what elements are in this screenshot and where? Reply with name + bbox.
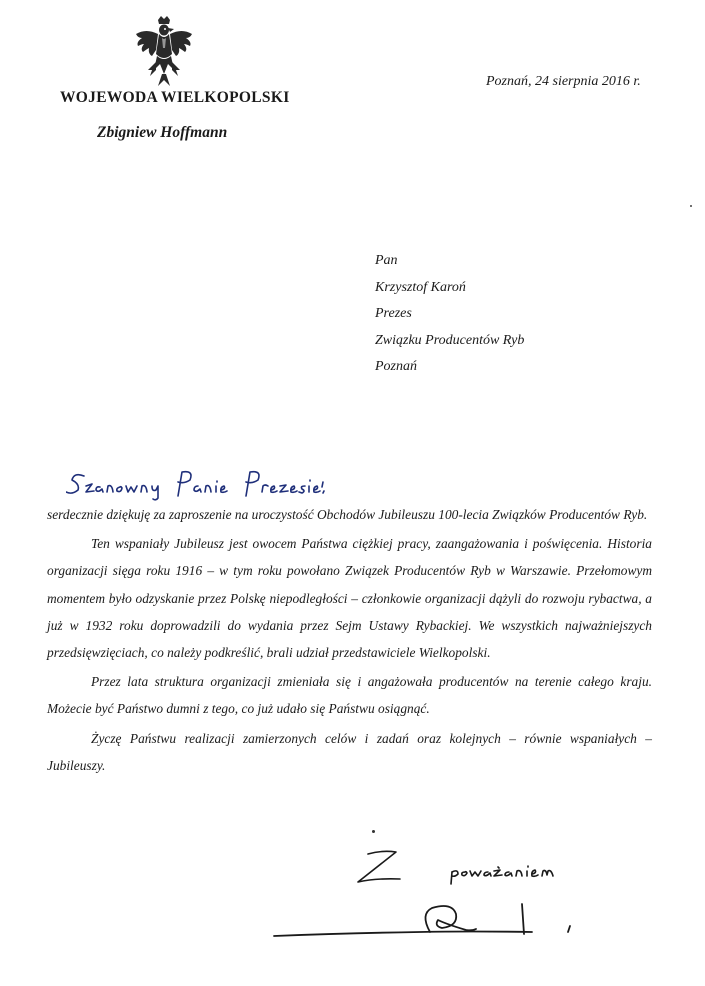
recipient-line: Poznań [375, 359, 417, 375]
recipient-line: Prezes [375, 306, 412, 322]
recipient-block [375, 248, 524, 381]
header-title: WOJEWODA WIELKOPOLSKI [60, 89, 290, 106]
body-paragraph: Życzę Państwu realizacji zamierzonych celów i zadań oraz kolejnych – równie wspaniałych – Jubileuszy. [47, 730, 652, 773]
scan-mark [372, 830, 375, 833]
scan-mark [690, 205, 692, 207]
handwritten-signature-icon [270, 896, 590, 946]
polish-eagle-icon [132, 14, 196, 88]
body-paragraph: serdecznie dziękuję za zaproszenie na uroczystość Obchodów Jubileuszu 100-lecia Związków Producentów Ryb. [47, 507, 648, 522]
handwritten-salutation [66, 462, 336, 502]
recipient-line: Krzysztof Karoń [375, 279, 466, 295]
letter-body [47, 501, 652, 779]
handwritten-closing [352, 842, 562, 887]
recipient-line: Związku Producentów Ryb [375, 332, 525, 348]
recipient-line: Pan [375, 253, 398, 268]
body-paragraph: Przez lata struktura organizacji zmieniała się i angażowała producentów na terenie całego kraju. Możecie być Państwo dumni z tego, co już udało się Państwu osiągnąć. [47, 674, 652, 717]
header-name: Zbigniew Hoffmann [97, 124, 228, 141]
letter-date: Poznań, 24 sierpnia 2016 r. [486, 74, 641, 89]
body-paragraph: Ten wspaniały Jubileusz jest owocem Państwa ciężkiej pracy, zaangażowania i poświęcenia. Historia organizacji sięga roku 1916 – w tym roku powołano Związek Producentów Ryb w Warszawie. Przełomowym momentem było odzyskanie przez Polskę niepodległości – członkowie organizacji dążyli do rozwoju rybactwa, a już w 1932 roku doprowadzili do wydania przez Sejm Ustawy Rybackiej. We wszystkich najważniejszych przedsięwzięciach, co należy podkreślić, brali udział przedstawiciele Wielkopolski. [47, 536, 652, 661]
